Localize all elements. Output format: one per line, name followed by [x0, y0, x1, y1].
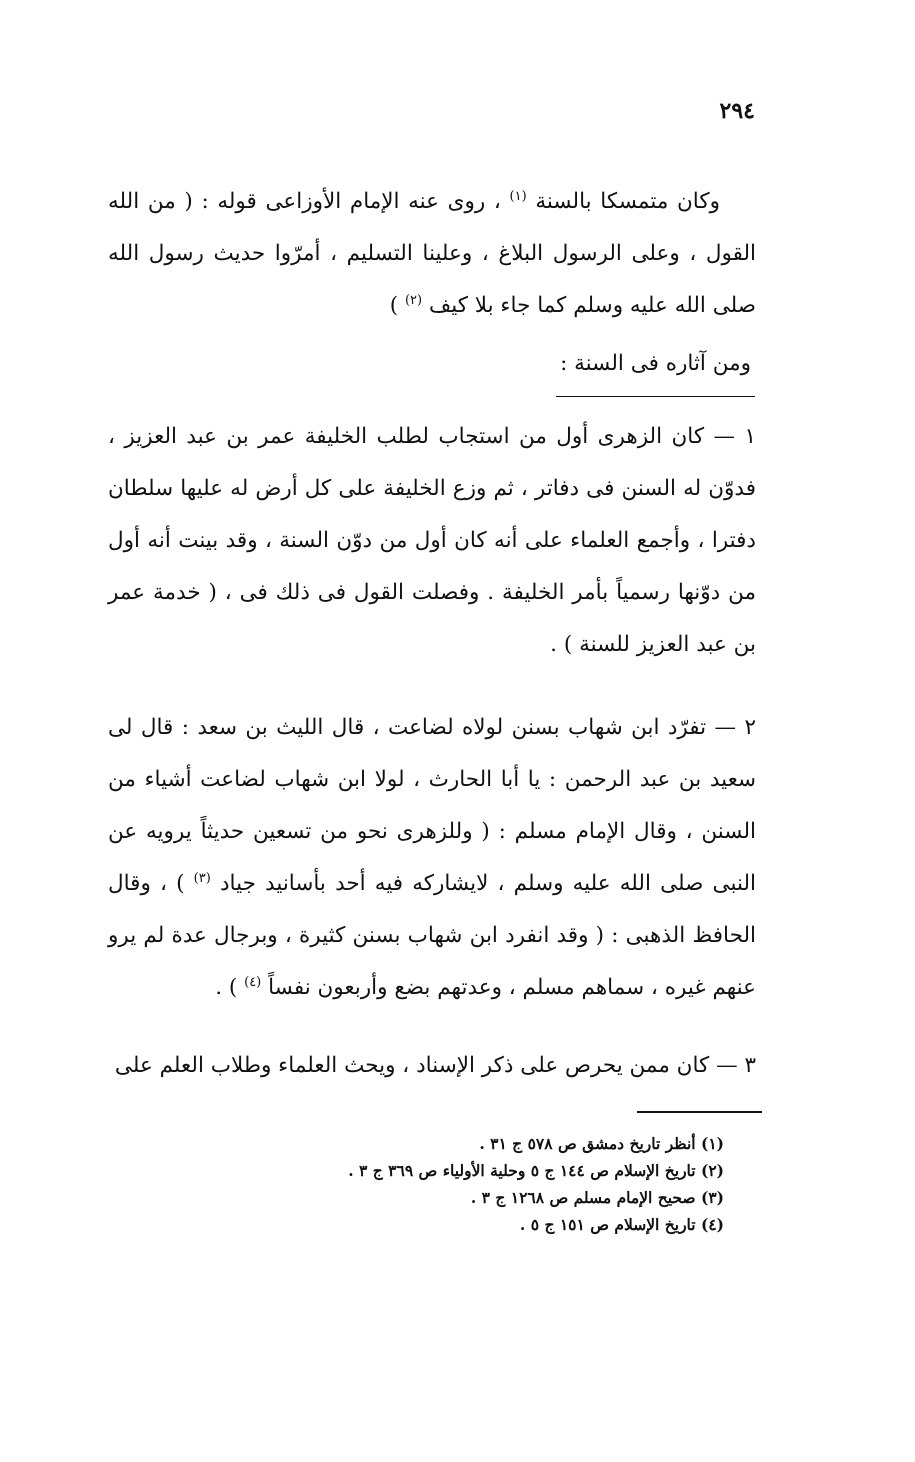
list-item-2	[108, 702, 756, 1014]
list-item-3-text: ٣ — كان ممن يحرص على ذكر الإسناد ، ويحث العلماء وطلاب العلم على	[114, 1053, 756, 1078]
footnote-ref-2[interactable]: (٢)	[404, 292, 423, 308]
footnote-1: (١) أنظر تاريخ دمشق ص ٥٧٨ ج ٣١ .	[479, 1134, 724, 1153]
footnote-2: (٢) تاريخ الإسلام ص ١٤٤ ج ٥ وحلية الأولياء ص ٣٦٩ ج ٣ .	[348, 1161, 724, 1180]
list-item-1	[108, 411, 756, 671]
intro-text-a: وكان متمسكا بالسنة	[535, 189, 720, 214]
footnote-ref-1[interactable]: (١)	[509, 188, 527, 204]
footnote-4: (٤) تاريخ الإسلام ص ١٥١ ج ٥ .	[519, 1215, 724, 1234]
list-item-2-text-c: ) .	[215, 975, 238, 1000]
footnotes	[348, 1130, 724, 1238]
footnote-ref-4[interactable]: (٤)	[244, 974, 262, 990]
intro-text-c: )	[389, 293, 399, 318]
list-item-3	[108, 1040, 756, 1092]
list-item-1-text: ١ — كان الزهرى أول من استجاب لطلب الخليفة عمر بن عبد العزيز ، فدوّن له السنن فى دفاتر ، ثم وزع الخليفة على كل أرض له عليها سلطان دفترا ، وأجمع العلماء على أنه كان أول من دوّن السنة ، وقد بينت أنه أول من دوّنها رسمياً بأمر الخليفة . وفصلت القول فى ذلك فى ، ( خدمة عمر بن عبد العزيز للسنة ) .	[108, 424, 756, 657]
section-heading: ومن آثاره فى السنة :	[556, 338, 755, 397]
intro-paragraph	[108, 176, 756, 332]
intro-text-b: ، روى عنه الإمام الأوزاعى قوله : ( من الله القول ، وعلى الرسول البلاغ ، وعلينا التسليم ، أمرّوا حديث رسول الله صلى الله عليه وسلم كما جاء بلا كيف	[108, 189, 756, 318]
list-item-2-text-a: ٢ — تفرّد ابن شهاب بسنن لولاه لضاعت ، قال الليث بن سعد : قال لى سعيد بن عبد الرحمن : يا أبا الحارث ، لولا ابن شهاب لضاعت أشياء من السنن ، وقال الإمام مسلم : ( وللزهرى نحو من تسعين حديثاً يرويه عن النبى صلى الله عليه وسلم ، لايشاركه فيه أحد بأسانيد جياد	[108, 715, 756, 896]
footnote-divider	[637, 1111, 762, 1113]
list-item-2-text-b: ) ، وقال الحافظ الذهبى : ( وقد انفرد ابن شهاب بسنن كثيرة ، وبرجال عدة لم يرو عنهم غيره ، سماهم مسلم ، وعدتهم بضع وأربعون نفساً	[108, 871, 756, 1000]
footnote-3: (٣) صحيح الإمام مسلم ص ١٢٦٨ ج ٣ .	[470, 1188, 724, 1207]
footnote-ref-3[interactable]: (٣)	[193, 870, 211, 886]
page-number: ٢٩٤	[719, 98, 755, 124]
